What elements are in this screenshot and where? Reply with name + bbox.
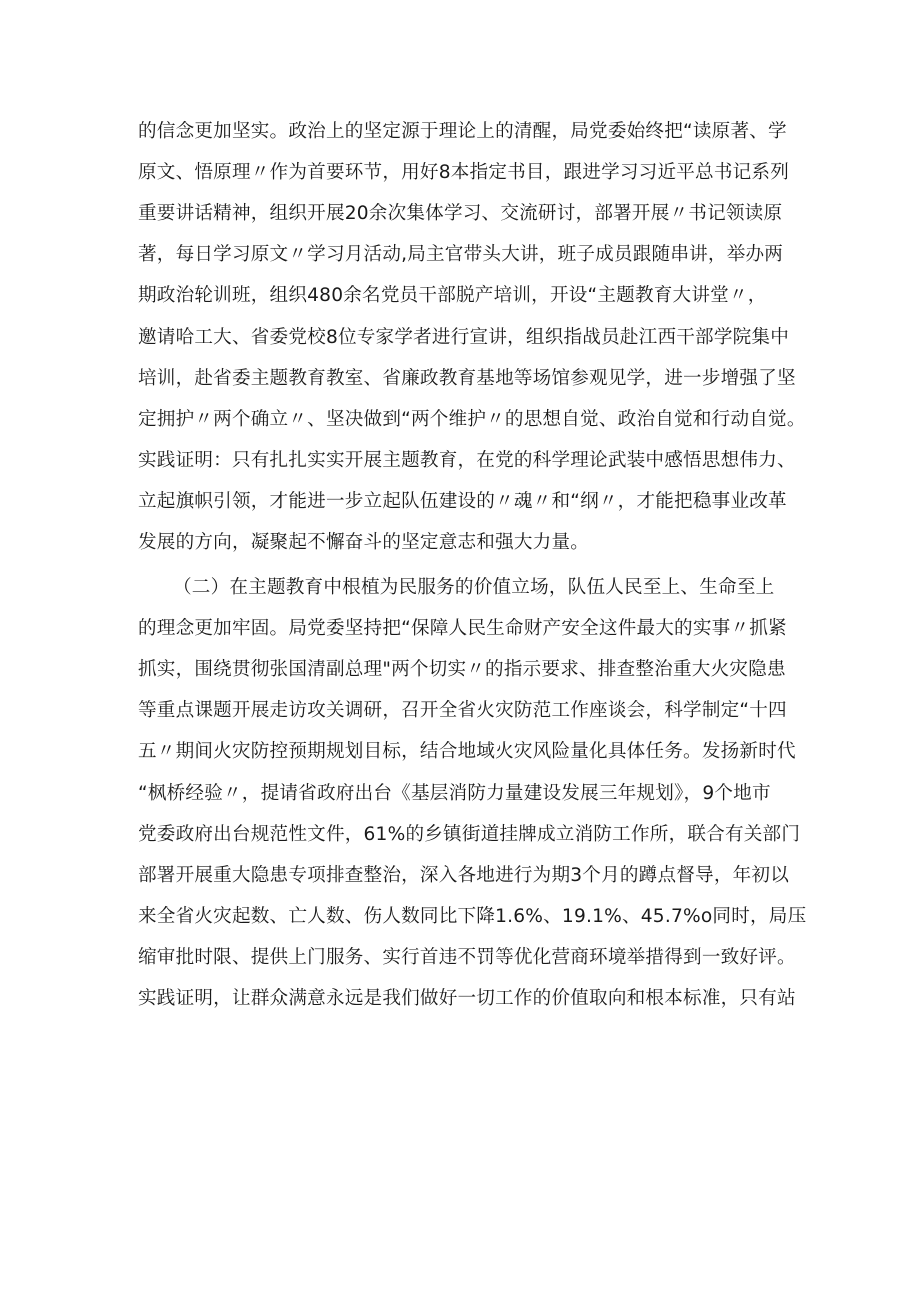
paragraph-line: 原文、悟原理〃作为首要环节，用好8本指定书目，跟进学习习近平总书记系列: [138, 162, 790, 183]
paragraph-line: 等重点课题开展走访攻关调研，召开全省火灾防范工作座谈会，科学制定“十四: [138, 700, 787, 721]
paragraph-line: 来全省火灾起数、亡人数、伤人数同比下降1.6%、19.1%、45.7%o同时，局压: [138, 906, 807, 927]
paragraph-line: 抓实，围绕贯彻张国清副总理"两个切实〃的指示要求、排查整治重大火灾隐患: [138, 659, 786, 680]
paragraph-line: 党委政府出台规范性文件，61%的乡镇街道挂牌成立消防工作所，联合有关部门: [138, 824, 801, 845]
paragraph-line: “枫桥经验〃，提请省政府出台《基层消防力量建设发展三年规划》，9个地市: [138, 783, 771, 804]
paragraph-line: 培训，赴省委主题教育教室、省廉政教育基地等场馆参观见学，进一步增强了坚: [138, 368, 796, 389]
paragraph-line: 发展的方向，凝聚起不懈奋斗的坚定意志和强大力量。: [138, 532, 590, 553]
paragraph-line: 重要讲话精神，组织开展20余次集体学习、交流研讨，部署开展〃书记领读原: [138, 203, 783, 224]
paragraph-line: 定拥护〃两个确立〃、坚决做到“两个维护〃的思想自觉、政治自觉和行动自觉。: [138, 409, 806, 430]
paragraph-line: 立起旗帜引领，才能进一步立起队伍建设的〃魂〃和“纲〃，才能把稳事业改革: [138, 491, 787, 512]
paragraph-line: 著，每日学习原文〃学习月活动,局主官带头大讲，班子成员跟随串讲，举办两: [138, 244, 784, 265]
paragraph-line: 缩审批时限、提供上门服务、实行首违不罚等优化营商环境举措得到一致好评。: [138, 947, 796, 968]
paragraph-line: 实践证明，让群众满意永远是我们做好一切工作的价值取向和根本标准，只有站: [138, 988, 796, 1009]
paragraph-line: 实践证明：只有扎扎实实开展主题教育，在党的科学理论武装中感悟思想伟力、: [138, 450, 796, 471]
paragraph-line: 部署开展重大隐患专项排查整治，深入各地进行为期3个月的蹲点督导，年初以: [138, 865, 790, 886]
paragraph-line: 的信念更加坚实。政治上的坚定源于理论上的清醒，局党委始终把“读原著、学: [138, 121, 787, 142]
paragraph-line: 的理念更加牢固。局党委坚持把“保障人民生命财产安全这件最大的实事〃抓紧: [138, 618, 787, 639]
paragraph-line: 邀请哈工大、省委党校8位专家学者进行宣讲，组织指战员赴江西干部学院集中: [138, 327, 790, 348]
paragraph-line: 五〃期间火灾防控预期规划目标，结合地域火灾风险量化具体任务。发扬新时代: [138, 741, 796, 762]
paragraph-line: （二）在主题教育中根植为民服务的价值立场，队伍人民至上、生命至上: [173, 577, 775, 598]
paragraph-line: 期政治轮训班，组织480余名党员干部脱产培训，开设“主题教育大讲堂〃，: [138, 285, 767, 306]
